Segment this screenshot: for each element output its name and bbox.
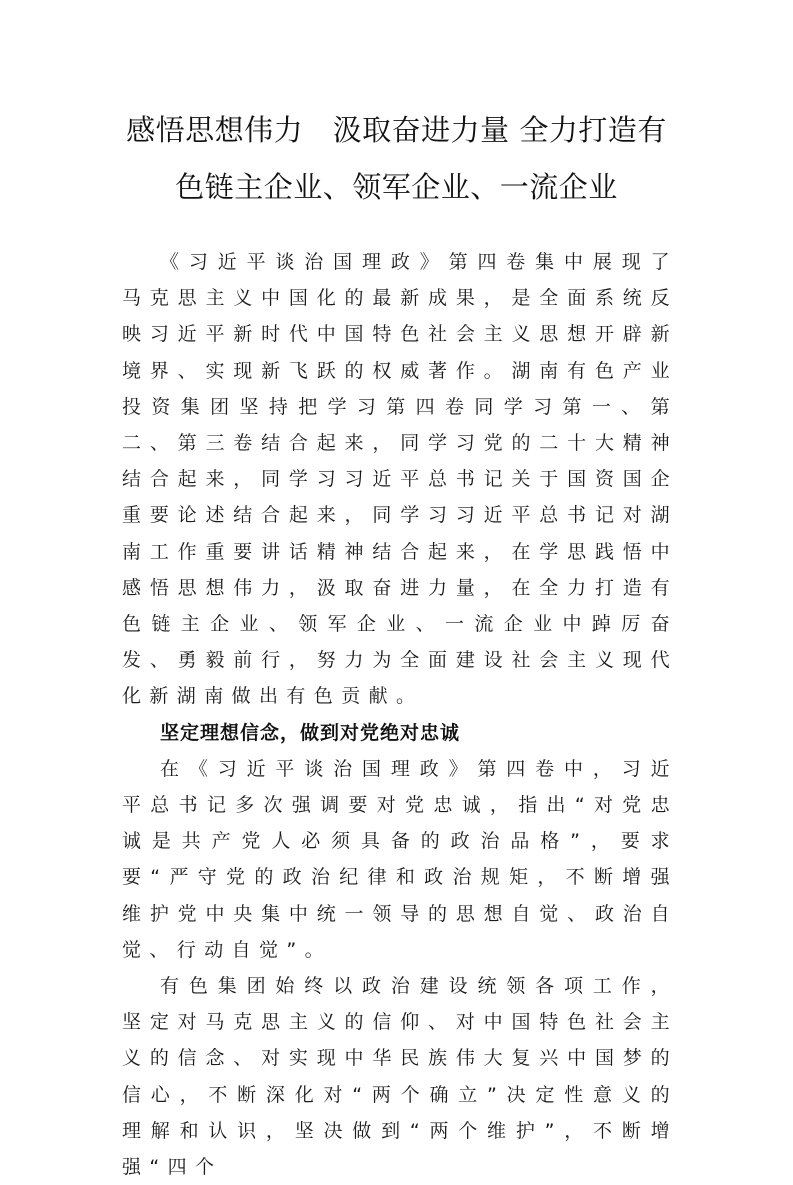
section-heading: 坚定理想信念，做到对党绝对忠诚 (160, 721, 461, 744)
document-body (122, 244, 678, 1185)
document-title-line-2: 色链主企业、领军企业、一流企业 (175, 170, 618, 204)
intro-paragraph: 《习近平谈治国理政》第四卷集中展现了马克思主义中国化的最新成果，是全面系统反映习近平新时代中国特色社会主义思想开辟新境界、实现新飞跃的权威著作。湖南有色产业投资集团坚持把学习第四卷同学习第一、第二、第三卷结合起来，同学习党的二十大精神结合起来，同学习习近平总书记关于国资国企重要论述结合起来，同学习习近平总书记对湖南工作重要讲话精神结合起来，在学思践悟中感悟思想伟力，汲取奋进力量，在全力打造有色链主企业、领军企业、一流企业中踔厉奋发、勇毅前行，努力为全面建设社会主义现代化新湖南做出有色贡献。 (122, 251, 678, 708)
section-paragraph-2: 有色集团始终以政治建设统领各项工作，坚定对马克思主义的信仰、对中国特色社会主义的信念、对实现中华民族伟大复兴中国梦的信心，不断深化对“两个确立”决定性意义的理解和认识，坚决做到“两个维护”，不断增强“四个 (122, 975, 678, 1179)
document-title-line-1: 感悟思想伟力 汲取奋进力量 全力打造有 (126, 113, 667, 147)
section-paragraph-1: 在《习近平谈治国理政》第四卷中，习近平总书记多次强调要对党忠诚，指出“对党忠诚是共产党人必须具备的政治品格”，要求要“严守党的政治纪律和政治规矩，不断增强维护党中央集中统一领导的思想自觉、政治自觉、行动自觉”。 (122, 757, 678, 961)
